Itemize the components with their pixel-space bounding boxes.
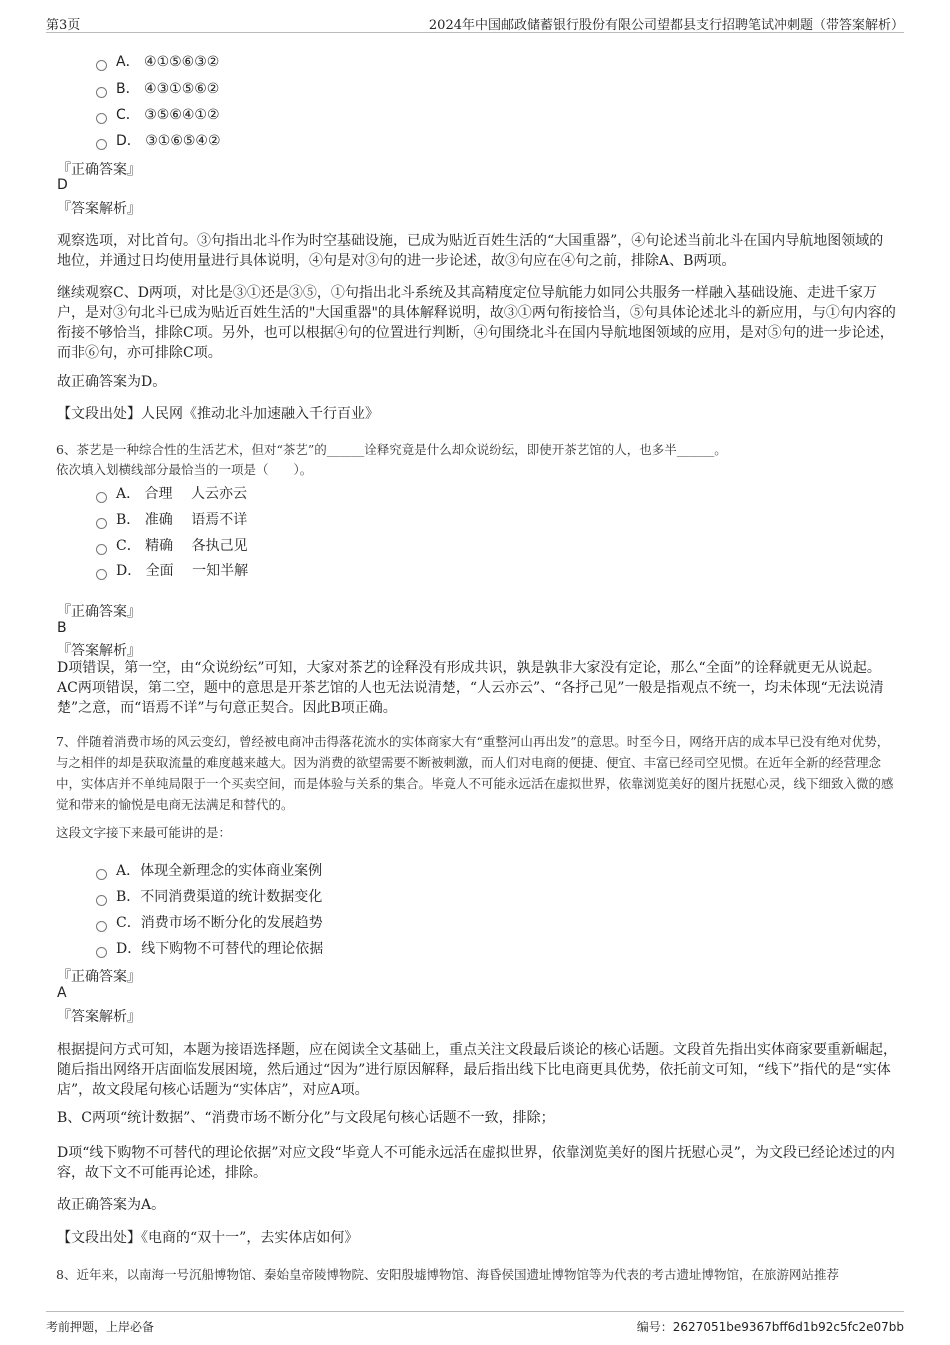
q7-source: 【文段出处】《电商的“双十一”，去实体店如何》 bbox=[57, 1230, 359, 1246]
q6-stem-line1: 6、茶艺是一种综合性的生活艺术，但对“茶艺”的______诠释究竟是什么却众说纷纭，即使开茶艺馆的人，也多半______。 bbox=[56, 442, 727, 457]
q6-stem bbox=[56, 440, 901, 480]
q5-option-c[interactable]: C． ③⑤⑥④①② bbox=[96, 104, 220, 124]
q6-option-a[interactable]: A． 合理 人云亦云 bbox=[96, 483, 247, 503]
document-title: 2024年中国邮政储蓄银行股份有限公司望都县支行招聘笔试冲刺题（带答案解析） bbox=[428, 18, 904, 33]
q7-stem: 7、伴随着消费市场的风云变幻，曾经被电商冲击得落花流水的实体商家大有“重整河山再出发”的意思。时至今日，网络开店的成本早已没有绝对优势，与之相伴的却是获取流量的难度越来越大。因为消费的欲望需要不断被刺激，而人们对电商的便捷、便宜、丰富已经司空见惯。在近年全新的经营理念中，实体店并不单纯局限于一个买卖空间，而是体验与关系的集合。毕竟人不可能永远活在虚拟世界，依靠浏览美好的图片抚慰心灵，线下细致入微的感觉和带来的愉悦是电商无法满足和替代的。 bbox=[56, 734, 894, 812]
q8-stem: 8、近年来，以南海一号沉船博物馆、秦始皇帝陵博物院、安阳殷墟博物馆、海昏侯国遗址博物馆等为代表的考古遗址博物馆，在旅游网站推荐 bbox=[56, 1267, 839, 1282]
q7-answer: A bbox=[57, 985, 67, 1001]
q6-analysis: D项错误，第一空，由“众说纷纭”可知，大家对茶艺的诠释没有形成共识，孰是孰非大家没有定论，那么“全面”的诠释就更无从说起。AC两项错误，第二空，题中的意思是开茶艺馆的人也无法说清楚，“人云亦云”、“各抒己见”一般是指观点不统一，均未体现“无法说清楚”之意，而“语焉不详”与句意正契合。因此B项正确。 bbox=[57, 660, 884, 716]
q6-option-c[interactable]: C． 精确 各执己见 bbox=[96, 535, 248, 555]
q6-stem-line2: 依次填入划横线部分最恰当的一项是（ ）。 bbox=[56, 462, 313, 477]
q5-analysis-p2: 继续观察C、D两项，对比是③①还是③⑤，①句指出北斗系统及其高精度定位导航能力如同公共服务一样融入基础设施、走进千家万户，是对③句北斗已成为贴近百姓生活的"大国重器"的具体解释说明，故③①两句衔接恰当，⑤句具体论述北斗的新应用，与①句内容的衔接不够恰当，排除C项。另外，也可以根据④句的位置进行判断，④句围绕北斗在国内导航地图领域的应用，是对⑤句的进一步论述，而非⑥句，亦可排除C项。 bbox=[57, 285, 896, 361]
q5-analysis-label: 『答案解析』 bbox=[57, 201, 141, 217]
radio-icon[interactable] bbox=[96, 139, 107, 150]
radio-icon[interactable] bbox=[96, 544, 107, 555]
radio-icon[interactable] bbox=[96, 87, 107, 98]
footer-slogan: 考前押题，上岸必备 bbox=[46, 1320, 155, 1334]
page-number: 第3页 bbox=[46, 18, 81, 33]
q7-option-a[interactable]: A．体现全新理念的实体商业案例 bbox=[96, 860, 322, 880]
q5-option-a[interactable]: A． ④①⑤⑥③② bbox=[96, 51, 219, 71]
q7-option-b[interactable]: B．不同消费渠道的统计数据变化 bbox=[96, 886, 322, 906]
q7-option-c[interactable]: C．消费市场不断分化的发展趋势 bbox=[96, 912, 323, 932]
radio-icon[interactable] bbox=[96, 492, 107, 503]
q5-analysis-p3: 故正确答案为D。 bbox=[57, 374, 167, 390]
q6-answer-label: 『正确答案』 bbox=[57, 604, 141, 620]
q5-option-b[interactable]: B． ④③①⑤⑥② bbox=[96, 78, 219, 98]
q7-option-d[interactable]: D．线下购物不可替代的理论依据 bbox=[96, 938, 323, 958]
q5-option-d[interactable]: D． ③①⑥⑤④② bbox=[96, 130, 221, 150]
q7-analysis-p3: D项“线下购物不可替代的理论依据”对应文段“毕竟人不可能永远活在虚拟世界，依靠浏览美好的图片抚慰心灵”，为文段已经论述过的内容，故下文不可能再论述，排除。 bbox=[57, 1145, 895, 1181]
q5-answer-label: 『正确答案』 bbox=[57, 162, 141, 178]
q5-analysis-p1: 观察选项，对比首句。③句指出北斗作为时空基础设施，已成为贴近百姓生活的“大国重器”，④句论述当前北斗在国内导航地图领域的地位，并通过日均使用量进行具体说明，④句是对③句的进一步论述，故③句应在④句之前，排除A、B两项。 bbox=[57, 233, 884, 269]
q7-answer-label: 『正确答案』 bbox=[57, 969, 141, 985]
q6-analysis-label: 『答案解析』 bbox=[57, 643, 141, 659]
q6-option-d[interactable]: D． 全面 一知半解 bbox=[96, 560, 248, 580]
document-id: 编号：2627051be9367bff6d1b92c5fc2e07bb bbox=[636, 1320, 904, 1334]
radio-icon[interactable] bbox=[96, 569, 107, 580]
radio-icon[interactable] bbox=[96, 947, 107, 958]
radio-icon[interactable] bbox=[96, 921, 107, 932]
q5-source: 【文段出处】人民网《推动北斗加速融入千行百业》 bbox=[57, 406, 379, 422]
page-header bbox=[46, 12, 904, 33]
q5-answer: D bbox=[57, 177, 68, 193]
q7-analysis-p2: B、C两项“统计数据”、“消费市场不断分化”与文段尾句核心话题不一致，排除； bbox=[57, 1110, 555, 1126]
radio-icon[interactable] bbox=[96, 518, 107, 529]
q7-analysis-p1: 根据提问方式可知，本题为接语选择题，应在阅读全文基础上，重点关注文段最后谈论的核心话题。文段首先指出实体商家要重新崛起，随后指出网络开店面临发展困境，然后通过“因为”进行原因解释，最后指出线下比电商更具优势，依托前文可知，“线下”指代的是“实体店”，故文段尾句核心话题为“实体店”，对应A项。 bbox=[57, 1042, 897, 1098]
q6-option-b[interactable]: B． 准确 语焉不详 bbox=[96, 509, 247, 529]
q7-analysis-label: 『答案解析』 bbox=[57, 1009, 141, 1025]
q7-prompt: 这段文字接下来最可能讲的是： bbox=[56, 825, 232, 840]
q7-analysis-p4: 故正确答案为A。 bbox=[57, 1197, 166, 1213]
radio-icon[interactable] bbox=[96, 113, 107, 124]
page-footer bbox=[46, 1311, 904, 1338]
radio-icon[interactable] bbox=[96, 895, 107, 906]
q6-answer: B bbox=[57, 620, 67, 636]
radio-icon[interactable] bbox=[96, 869, 107, 880]
radio-icon[interactable] bbox=[96, 60, 107, 71]
